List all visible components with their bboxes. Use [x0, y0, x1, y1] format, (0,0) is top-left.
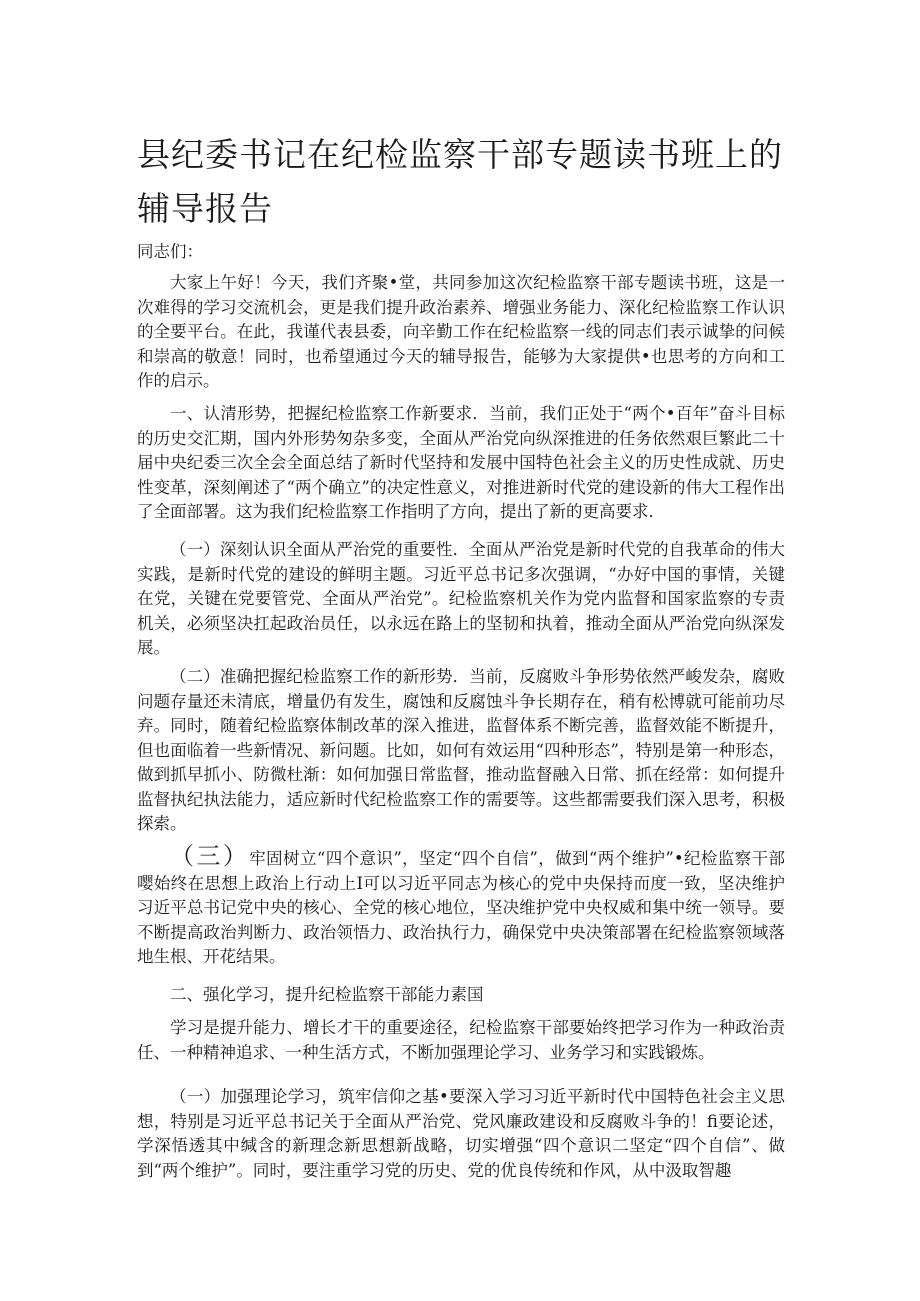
- subsection-three-number: （三）: [170, 842, 250, 870]
- paragraph-subsection-one: （一）深刻认识全面从严治党的重要性．全面从严治党是新时代党的自我革命的伟大实践，是新时代党的建设的鲜明主题。习近平总书记多次强调，“办好中国的事情，关键在党，关键在党要管党、全面从严治党”。纪检监察机关作为党内监督和国家监察的专责机关，必须坚决扛起政治员任，以永远在路上的坚韧和执着，推动全面从严治党向纵深发展。: [137, 540, 785, 657]
- subsection-three-text: 牢固树立“四个意识”，坚定“四个自信”，做到“两个维护”•纪检监察干部嘤始终在思想上政治上行动上I可以习近平同志为核心的党中央保持而度一致，坚决维护习近平总书记党中央的核心、全党的核心地位，坚决维护党中央权威和集中统一领导。要不断提高政治判断力、政治领悟力、政治执行力，确保党中央决策部署在纪检监察领域落地生根、开花结果。: [137, 849, 785, 966]
- salutation: 同志们：: [137, 242, 203, 261]
- paragraph-subsection-three: [137, 844, 785, 970]
- document-title: 县纪委书记在纪检监察干部专题读书班上的辅导报告: [137, 135, 783, 228]
- section-two-heading: 二、强化学习，提升纪检监察干部能力素国: [170, 985, 484, 1004]
- paragraph-study-one: （一）加强理论学习，筑牢信仰之基•要深入学习习近平新时代中国特色社会主义思想，特别是习近平总书记关于全面从严治党、党风廉政建设和反腐败斗争的！fi要论述，学深悟透其中缄含的新理念新思想新战略，切实增强“四个意识二坚定“四个自信”、做到“两个维护”。同时，要注重学习党的历史、党的优良传统和作风，从中汲取智趣: [137, 1087, 785, 1180]
- paragraph-section-one: 一、认清形势，把握纪检监察工作新要求．当前，我们正处于“两个•百年”奋斗目标的历史交汇期，国内外形势匆杂多变，全面从严治党向纵深推进的任务依然艰巨繁此二十届中央纪委三次全会全面总结了新时代坚持和发展中国特色社会主义的历史性成就、历史性变革，深刻阐述了“两个确立”的决定性意义，对推进新时代党的建设新的伟大工程作出了全面部署。这为我们纪检监察工作指明了方向，提出了新的更高要求．: [137, 404, 785, 521]
- paragraph-study: 学习是提升能力、增长才干的重要途径，纪检监察干部要始终把学习作为一种政治责任、一种精神追求、一种生活方式，不断加强理论学习、业务学习和实践锻炼。: [137, 1018, 785, 1062]
- paragraph-opening: 大家上午好！今天，我们齐聚•堂，共同参加这次纪检监察干部专题读书班，这是一次难得的学习交流机会，更是我们提升政治素养、增强业务能力、深化纪检监察工作认识的全要平台。在此，我谨代表县委，向辛勤工作在纪检监察一线的同志们表示诚挚的问候和崇高的敬意！同时，也希望通过今天的辅导报告，能够为大家提供•也思考的方向和工作的启示。: [137, 273, 785, 390]
- paragraph-subsection-two: （二）准确把握纪检监察工作的新形势．当前，反腐败斗争形势依然严峻发杂，腐败问题存量还未清底，增量仍有发生，腐蚀和反腐蚀斗争长期存在，稍有松博就可能前功尽弃。同时，随着纪检监察体制改革的深入推进，监督体系不断完善，监督效能不断提升，但也面临着一些新情况、新问题。比如，如何有效运用“四种形态”，特别是第一种形态，做到抓早抓小、防微杜渐：如何加强日常监督，推动监督融入日常、抓在经常：如何提升监督执纪执法能力，适应新时代纪检监察工作的需要等。这些都需要我们深入思考，积极探索。: [137, 667, 785, 833]
